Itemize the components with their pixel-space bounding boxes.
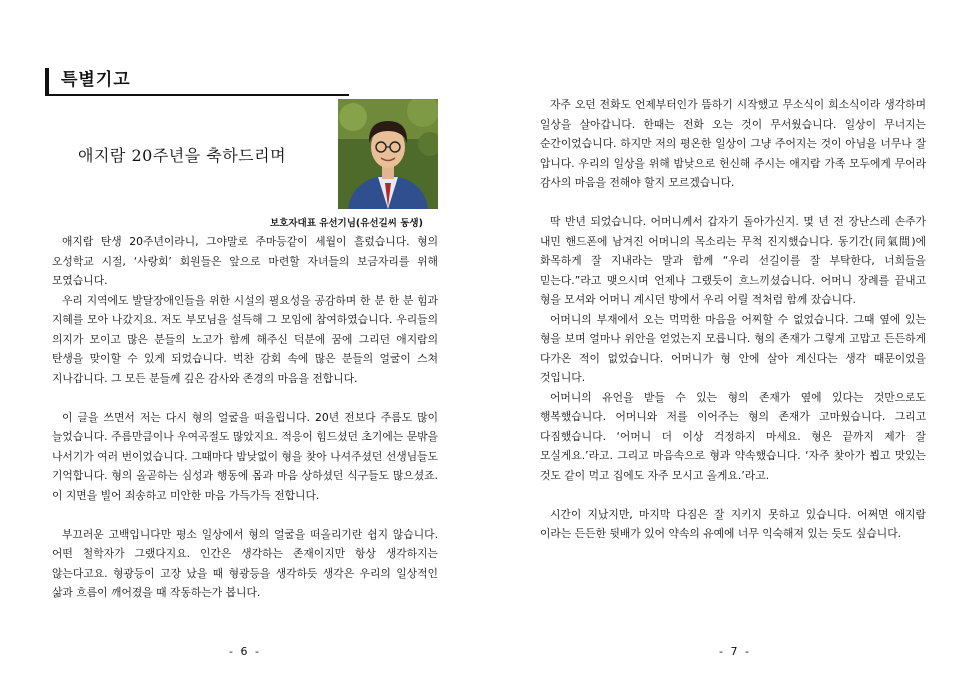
portrait-photo-icon xyxy=(338,99,438,209)
article-title: 애지람 20주년을 축하드리며 xyxy=(78,146,287,165)
page-number: - 7 - xyxy=(719,645,751,658)
section-title: 특별기고 xyxy=(61,70,131,90)
paragraph: 자주 오던 전화도 언제부터인가 뜸하기 시작했고 무소식이 희소식이라 생각하며 일상을 살아갑니다. 한때는 전화 오는 것이 무서웠습니다. 일상이 무너지는 순간이었습니다. 하지만 저의 평온한 일상이 그냥 주어지는 것이 아님을 너무나 잘 압니다. 우리의 일상을 위해 밤낮으로 헌신해 주시는 애지람 가족 모두에게 무어라 감사의 마음을 전해야 할지 모르겠습니다. xyxy=(540,98,926,189)
paragraph: 부끄러운 고백입니다만 평소 일상에서 형의 얼굴을 떠올리기란 쉽지 않습니다. 어떤 철학자가 그랬다지요. 인간은 생각하는 존재이지만 항상 생각하지는 않는다고요. 형광등이 고장 났을 때 형광등을 생각하듯 생각은 우리의 일상적인 삶과 흐름이 깨어졌을 때 작동하는가 봅니다. xyxy=(52,527,438,599)
section-header xyxy=(45,68,349,96)
paragraph: 딱 반년 되었습니다. 어머니께서 갑자기 돌아가신지. 몇 년 전 장난스레 손주가 내민 핸드폰에 남겨진 어머니의 목소리는 무척 진지했습니다. 동기간(同氣間)에 화목하게 잘 지내라는 말과 함께 “우리 선길이를 잘 부탁한다, 너희들을 믿는다.”라고 맺으시며 언제나 그랬듯이 흐느끼셨습니다. 어머니 장례를 끝내고 형을 모셔와 어머니 계시던 방에서 우리 어릴 적처럼 함께 잤습니다. xyxy=(540,215,926,306)
paragraph: 시간이 지났지만, 마지막 다짐은 잘 지키지 못하고 있습니다. 어쩌면 애지람 이라는 든든한 뒷배가 있어 약속의 유예에 너무 익숙해져 있는 듯도 싶습니다. xyxy=(540,507,926,540)
author-byline: 보호자대표 유선기님(유선길씨 동생) xyxy=(270,218,423,229)
paragraph: 애지람 탄생 20주년이라니, 그야말로 주마등같이 세월이 흘렀습니다. 형의 오성학교 시절, ‘사랑회’ 회원들은 앞으로 마련할 자녀들의 보금자리를 위해 모였습니다. xyxy=(52,235,438,287)
paragraph: 이 글을 쓰면서 저는 다시 형의 얼굴을 떠올립니다. 20년 전보다 주름도 많이 늘었습니다. 주름만큼이나 우여곡절도 많았지요. 적응이 힘드셨던 초기에는 문밖을 나서기가 여러 번이었습니다. 그때마다 밤낮없이 형을 찾아 나셔주셨던 선생님들도 기억합니다. 형의 올곧하는 심성과 행동에 몸과 마음 상하셨던 식구들도 많으셨죠. 이 지면을 빌어 죄송하고 미안한 마음 가득가득 전합니다. xyxy=(52,410,438,502)
paragraph: 어머니의 부재에서 오는 먹먹한 마음을 어찌할 수 없었습니다. 그때 옆에 있는 형을 보며 얼마나 위안을 얻었는지 모릅니다. 형의 존재가 그렇게 고맙고 든든하게 다가온 적이 없었습니다. 어머니가 형 안에 살아 계신다는 생각 때문이었을 것입니다. xyxy=(540,312,926,384)
page-number: - 6 - xyxy=(229,645,261,658)
article-body-left xyxy=(52,232,438,603)
article-body-right xyxy=(540,95,926,544)
paragraph: 어머니의 유언을 받들 수 있는 형의 존재가 옆에 있다는 것만으로도 행복했습니다. 어머니와 저를 이어주는 형의 존재가 고마웠습니다. 그리고 다짐했습니다. ‘어머니 더 이상 걱정하지 마세요. 형은 끝까지 제가 잘 모실게요.’라고. 그리고 마음속으로 형과 약속했습니다. ‘자주 찾아가 뵙고 맛있는 것도 같이 먹고 집에도 자주 모시고 올게요.’라고. xyxy=(540,390,926,482)
paragraph: 우리 지역에도 발달장애인들을 위한 시설의 필요성을 공감하며 한 분 한 분 힘과 지혜를 모아 나갔지요. 저도 부모님을 설득해 그 모임에 참여하였습니다. 우리들의 의지가 모이고 많은 분들의 노고가 함께 해주신 덕분에 꿈에 그리던 애지람의 탄생을 맞이할 수 있게 되었습니다. 벅찬 감회 속에 많은 분들의 얼굴이 스쳐 지나갑니다. 그 모든 분들께 깊은 감사와 존경의 마음을 전합니다. xyxy=(52,293,438,385)
